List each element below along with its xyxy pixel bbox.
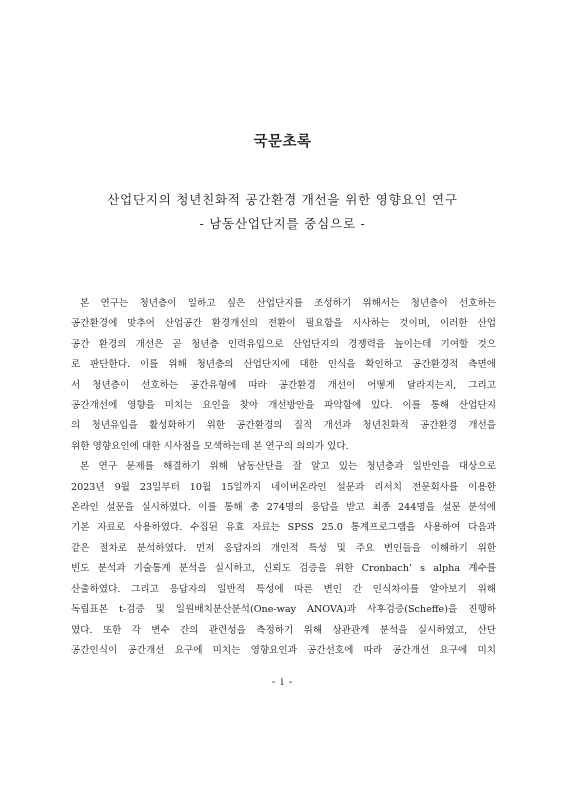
body-line: 공간환경에 맞추어 산업공간 환경개선의 전환이 필요함을 시사하는 것이며, 이러한 산업 bbox=[71, 318, 496, 330]
body-line: 본 연구 문제를 해결하기 위해 남동산단을 잘 알고 있는 청년층과 일반인을 대상으로 bbox=[80, 461, 496, 473]
thesis-subtitle: - 남동산업단지를 중심으로 - bbox=[199, 216, 366, 231]
body-line: 산출하였다. 그리고 응답자의 일반적 특성에 따른 변인 간 인식차이를 알아보기 위해 bbox=[71, 583, 496, 595]
body-line: 공간 환경의 개선은 곧 청년층 인력유입으로 산업단지의 경쟁력을 높이는데 기여할 것으 bbox=[71, 338, 496, 350]
abstract-body bbox=[71, 294, 496, 661]
body-line: 독립표본 t-검증 및 일원배치분산분석(One-way ANOVA)과 사후검증(Scheffe)을 진행하 bbox=[71, 604, 496, 616]
body-line: 위한 영향요인에 대한 시사점을 모색하는데 본 연구의 의의가 있다. bbox=[71, 440, 349, 452]
body-line: 2023년 9월 23일부터 10월 15일까지 네이버온라인 설문과 리서치 전문회사를 이용한 bbox=[71, 481, 496, 493]
body-line: 빈도 분석과 기술통계 분석을 실시하고, 신뢰도 검증을 위한 Cronbach’ s alpha 계수를 bbox=[71, 563, 496, 575]
abstract-heading: 국문초록 bbox=[253, 134, 312, 150]
body-line: 의 청년유입을 활성화하기 위한 공간환경의 질적 개선과 청년친화적 공간환경 개선을 bbox=[71, 420, 496, 432]
body-line: 온라인 설문을 실시하였다. 이를 통해 총 274명의 응답을 받고 최종 244명을 설문 분석에 bbox=[71, 502, 496, 514]
body-line: 본 연구는 청년층이 일하고 싶은 산업단지를 조성하기 위해서는 청년층이 선호하는 bbox=[80, 298, 496, 309]
body-line: 기본 자료로 사용하였다. 수집된 유효 자료는 SPSS 25.0 통계프로그램을 사용하여 다음과 bbox=[71, 522, 496, 534]
body-line: 같은 절차로 분석하였다. 먼저 응답자의 개인적 특성 및 주요 변인들을 이해하기 위한 bbox=[71, 542, 496, 554]
body-line: 서 청년층이 선호하는 공간유형에 따라 공간환경 개선이 어떻게 달라지는지, 그리고 bbox=[71, 379, 496, 391]
body-line: 공간개선에 영향을 미치는 요인을 찾아 개선방안을 파악함에 있다. 이를 통해 산업단지 bbox=[71, 400, 496, 412]
body-line: 였다. 또한 각 변수 간의 관련성을 측정하기 위해 상관관계 분석을 실시하였고, 산단 bbox=[71, 624, 496, 636]
page-number: - i - bbox=[271, 677, 294, 688]
thesis-title: 산업단지의 청년친화적 공간환경 개선을 위한 영향요인 연구 bbox=[107, 192, 458, 207]
body-line: 로 판단한다. 이를 위해 청년층의 산업단지에 대한 인식을 확인하고 공간환경적 측면에 bbox=[71, 359, 496, 371]
body-line: 공간인식이 공간개선 요구에 미치는 영향요인과 공간선호에 따라 공간개선 요구에 미치 bbox=[71, 644, 496, 656]
